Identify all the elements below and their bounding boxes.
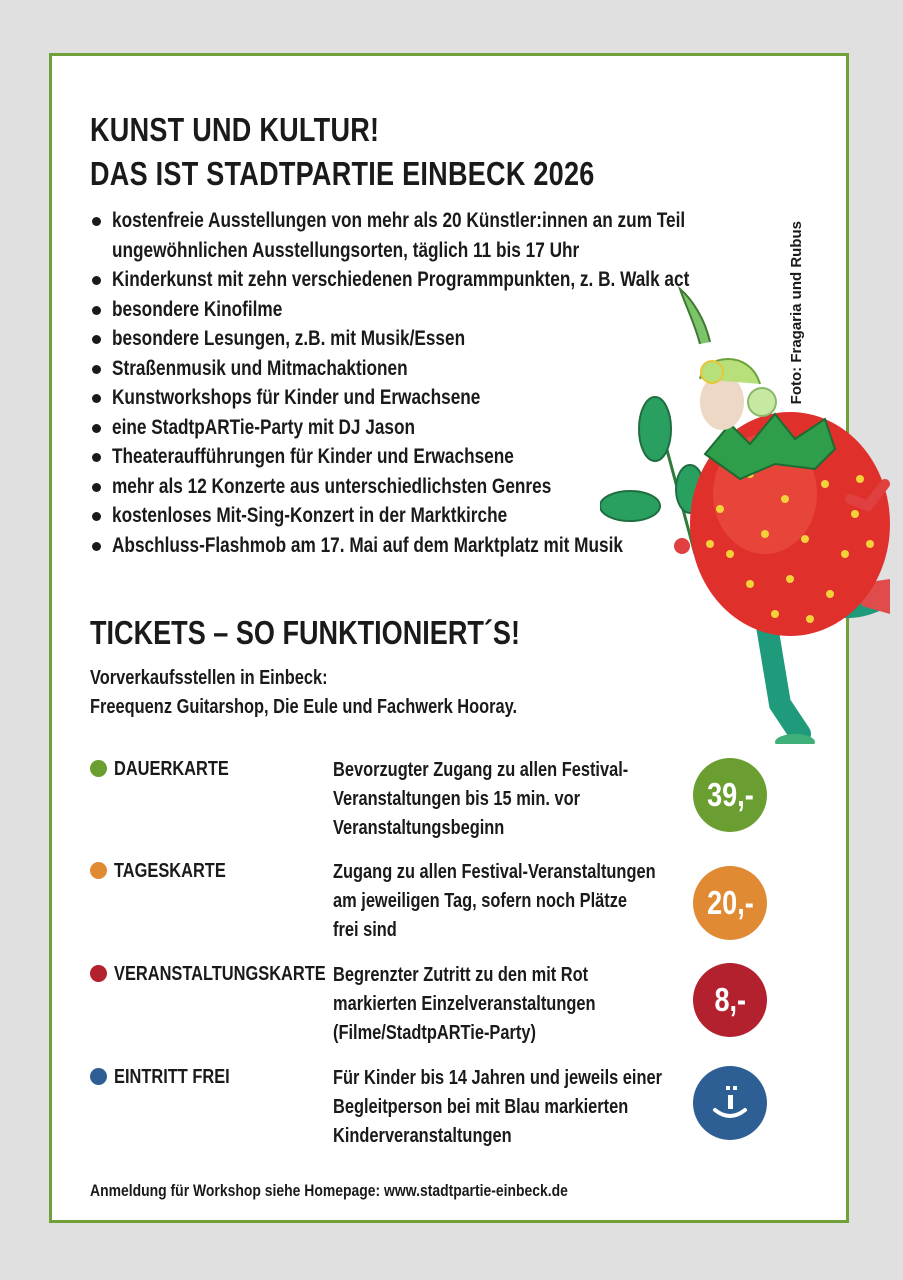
flyer-frame: [49, 53, 849, 1223]
program-item: kostenfreie Ausstellungen von mehr als 20 Künstler:innen an zum Teil ungewöhnlichen Ausstellungsorten, täglich 11 bis 17 Uhr: [90, 206, 816, 265]
program-item: besondere Kinofilme: [90, 295, 816, 325]
price-badge: 8,-: [693, 963, 767, 1037]
ticket-description: Begrenzter Zutritt zu den mit Rot markierten Einzelveranstaltungen (Filme/StadtpARTie-Party): [333, 964, 596, 1044]
price-badge: 39,-: [693, 758, 767, 832]
program-item: Theateraufführungen für Kinder und Erwachsene: [90, 442, 816, 472]
presale-locations: Vorverkaufsstellen in Einbeck: Freequenz Guitarshop, Die Eule und Fachwerk Hooray.: [90, 667, 518, 718]
program-item: Abschluss-Flashmob am 17. Mai auf dem Marktplatz mit Musik: [90, 531, 816, 561]
tickets-title: TICKETS – SO FUNKTIONIERT´S!: [90, 614, 520, 651]
ticket-tageskarte: [90, 858, 810, 954]
headline: [90, 108, 705, 196]
program-item: eine StadtpARTie-Party mit DJ Jason: [90, 413, 816, 443]
ticket-veranstaltungskarte: [90, 961, 810, 1057]
ticket-name: TAGESKARTE: [114, 860, 226, 882]
ticket-description: Für Kinder bis 14 Jahren und jeweils einer Begleitperson bei mit Blau markierten Kinderveranstaltungen: [333, 1067, 663, 1147]
program-item: Kinderkunst mit zehn verschiedenen Programmpunkten, z. B. Walk act: [90, 265, 816, 295]
program-item: Kunstworkshops für Kinder und Erwachsene: [90, 383, 816, 413]
strawberry-costume-photo: [600, 284, 890, 744]
ticket-description: Bevorzugter Zugang zu allen Festival- Veranstaltungen bis 15 min. vor Veranstaltungsbeginn: [333, 759, 629, 839]
headline-line-2: DAS IST STADTPARTIE EINBECK 2026: [90, 155, 595, 192]
program-item: Straßenmusik und Mitmachaktionen: [90, 354, 816, 384]
ticket-eintritt-frei: [90, 1064, 810, 1160]
ticket-name: EINTRITT FREI: [114, 1066, 230, 1088]
blue-dot-icon: [90, 1068, 107, 1085]
red-dot-icon: [90, 965, 107, 982]
headline-line-1: KUNST UND KULTUR!: [90, 111, 380, 148]
program-item: besondere Lesungen, z.B. mit Musik/Essen: [90, 324, 816, 354]
ticket-name: DAUERKARTE: [114, 758, 229, 780]
program-item: mehr als 12 Konzerte aus unterschiedlichsten Genres: [90, 472, 816, 502]
price-badge: [693, 1066, 767, 1140]
green-dot-icon: [90, 760, 107, 777]
orange-dot-icon: [90, 862, 107, 879]
ticket-name: VERANSTALTUNGSKARTE: [114, 963, 326, 985]
photo-credit: Foto: Fragaria und Rubus: [788, 221, 805, 405]
price-badge: 20,-: [693, 866, 767, 940]
program-item: kostenloses Mit-Sing-Konzert in der Marktkirche: [90, 501, 816, 531]
footer-note: Anmeldung für Workshop siehe Homepage: www.stadtpartie-einbeck.de: [90, 1181, 568, 1200]
ticket-dauerkarte: [90, 756, 810, 852]
ticket-description: Zugang zu allen Festival-Veranstaltungen am jeweiligen Tag, sofern noch Plätze frei sind: [333, 861, 656, 941]
smiley-icon: [693, 1066, 767, 1140]
